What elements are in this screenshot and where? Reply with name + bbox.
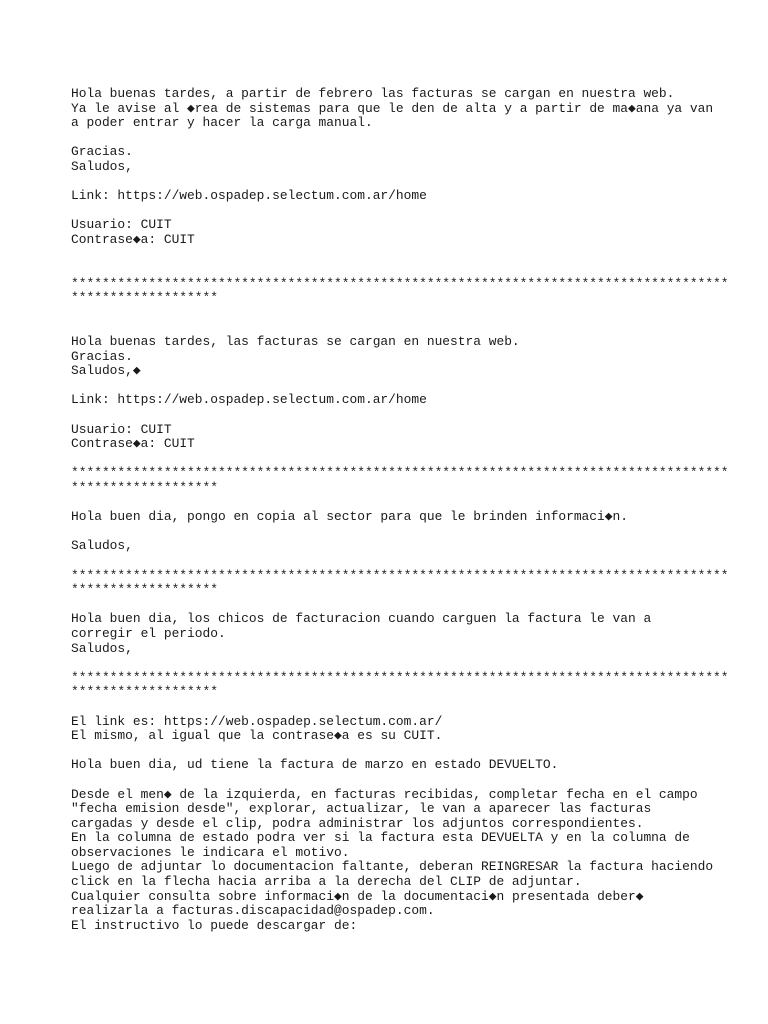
text-line	[71, 131, 711, 146]
text-line: Saludos,	[71, 538, 133, 554]
text-line	[71, 452, 711, 467]
text-line: a poder entrar y hacer la carga manual.	[71, 115, 373, 131]
text-line	[71, 598, 711, 613]
text-line: Ya le avise al ◆rea de sistemas para que le den de alta y a partir de ma◆ana ya van	[71, 100, 714, 116]
text-line: *******************	[71, 684, 218, 700]
text-line: *************************************************************************************	[71, 275, 729, 291]
text-line	[71, 379, 711, 394]
text-line: *************************************************************************************	[71, 567, 729, 583]
text-line: *******************	[71, 480, 218, 496]
text-line	[71, 525, 711, 540]
text-line: Desde el men◆ de la izquierda, en facturas recibidas, completar fecha en el campo	[71, 786, 698, 802]
text-line	[71, 262, 711, 277]
text-line	[71, 700, 711, 715]
text-line: Contrase◆a: CUIT	[71, 436, 195, 452]
text-line	[71, 408, 711, 423]
text-line	[71, 306, 711, 321]
text-line: Link: https://web.ospadep.selectum.com.ar/home	[71, 392, 427, 408]
text-line: Hola buenas tardes, a partir de febrero las facturas se cargan en nuestra web.	[71, 86, 675, 101]
text-line: click en la flecha hacia arriba a la derecha del CLIP de adjuntar.	[71, 874, 582, 890]
text-line: Hola buen dia, los chicos de facturacion cuando carguen la factura le van a	[71, 611, 652, 627]
text-line: Usuario: CUIT	[71, 217, 172, 233]
text-line	[71, 248, 711, 263]
text-line: Saludos,	[71, 640, 133, 656]
text-line: El link es: https://web.ospadep.selectum.com.ar/	[71, 713, 443, 729]
text-line: cargadas y desde el clip, podra administrar los adjuntos correspondientes.	[71, 815, 644, 831]
text-line	[71, 496, 711, 511]
text-line: Gracias.	[71, 144, 133, 160]
text-line: Usuario: CUIT	[71, 421, 172, 437]
text-line: corregir el periodo.	[71, 625, 226, 641]
text-line: "fecha emision desde", explorar, actualizar, le van a aparecer las facturas	[71, 801, 652, 817]
text-line: El mismo, al igual que la contrase◆a es su CUIT.	[71, 728, 443, 744]
text-line: Hola buen dia, ud tiene la factura de marzo en estado DEVUELTO.	[71, 757, 559, 773]
text-line: *************************************************************************************	[71, 465, 729, 481]
document-body	[71, 86, 729, 933]
text-line	[71, 554, 711, 569]
text-line: Link: https://web.ospadep.selectum.com.ar/home	[71, 188, 427, 204]
text-line: Contrase◆a: CUIT	[71, 231, 195, 247]
text-line: Luego de adjuntar lo documentacion faltante, deberan REINGRESAR la factura haciendo	[71, 859, 714, 875]
text-line: *******************	[71, 290, 218, 306]
text-line: El instructivo lo puede descargar de:	[71, 917, 358, 933]
text-line	[71, 175, 711, 190]
text-line	[71, 321, 711, 336]
text-line: Hola buen dia, pongo en copia al sector para que le brinden informaci◆n.	[71, 509, 628, 525]
text-line	[71, 773, 711, 788]
text-line: observaciones le indicara el motivo.	[71, 844, 350, 860]
text-line: En la columna de estado podra ver si la factura esta DEVUELTA y en la columna de	[71, 830, 690, 846]
text-line	[71, 204, 711, 219]
text-line: *******************	[71, 582, 218, 598]
text-line: Saludos,	[71, 158, 133, 174]
text-line: Saludos,◆	[71, 363, 141, 379]
text-line: Cualquier consulta sobre informaci◆n de la documentaci◆n presentada deber◆	[71, 888, 644, 904]
text-line: Gracias.	[71, 348, 133, 364]
text-line	[71, 656, 711, 671]
text-line: realizarla a facturas.discapacidad@ospadep.com.	[71, 903, 435, 919]
text-line: Hola buenas tardes, las facturas se cargan en nuestra web.	[71, 334, 520, 350]
text-line: *************************************************************************************	[71, 669, 729, 685]
text-line	[71, 744, 711, 759]
